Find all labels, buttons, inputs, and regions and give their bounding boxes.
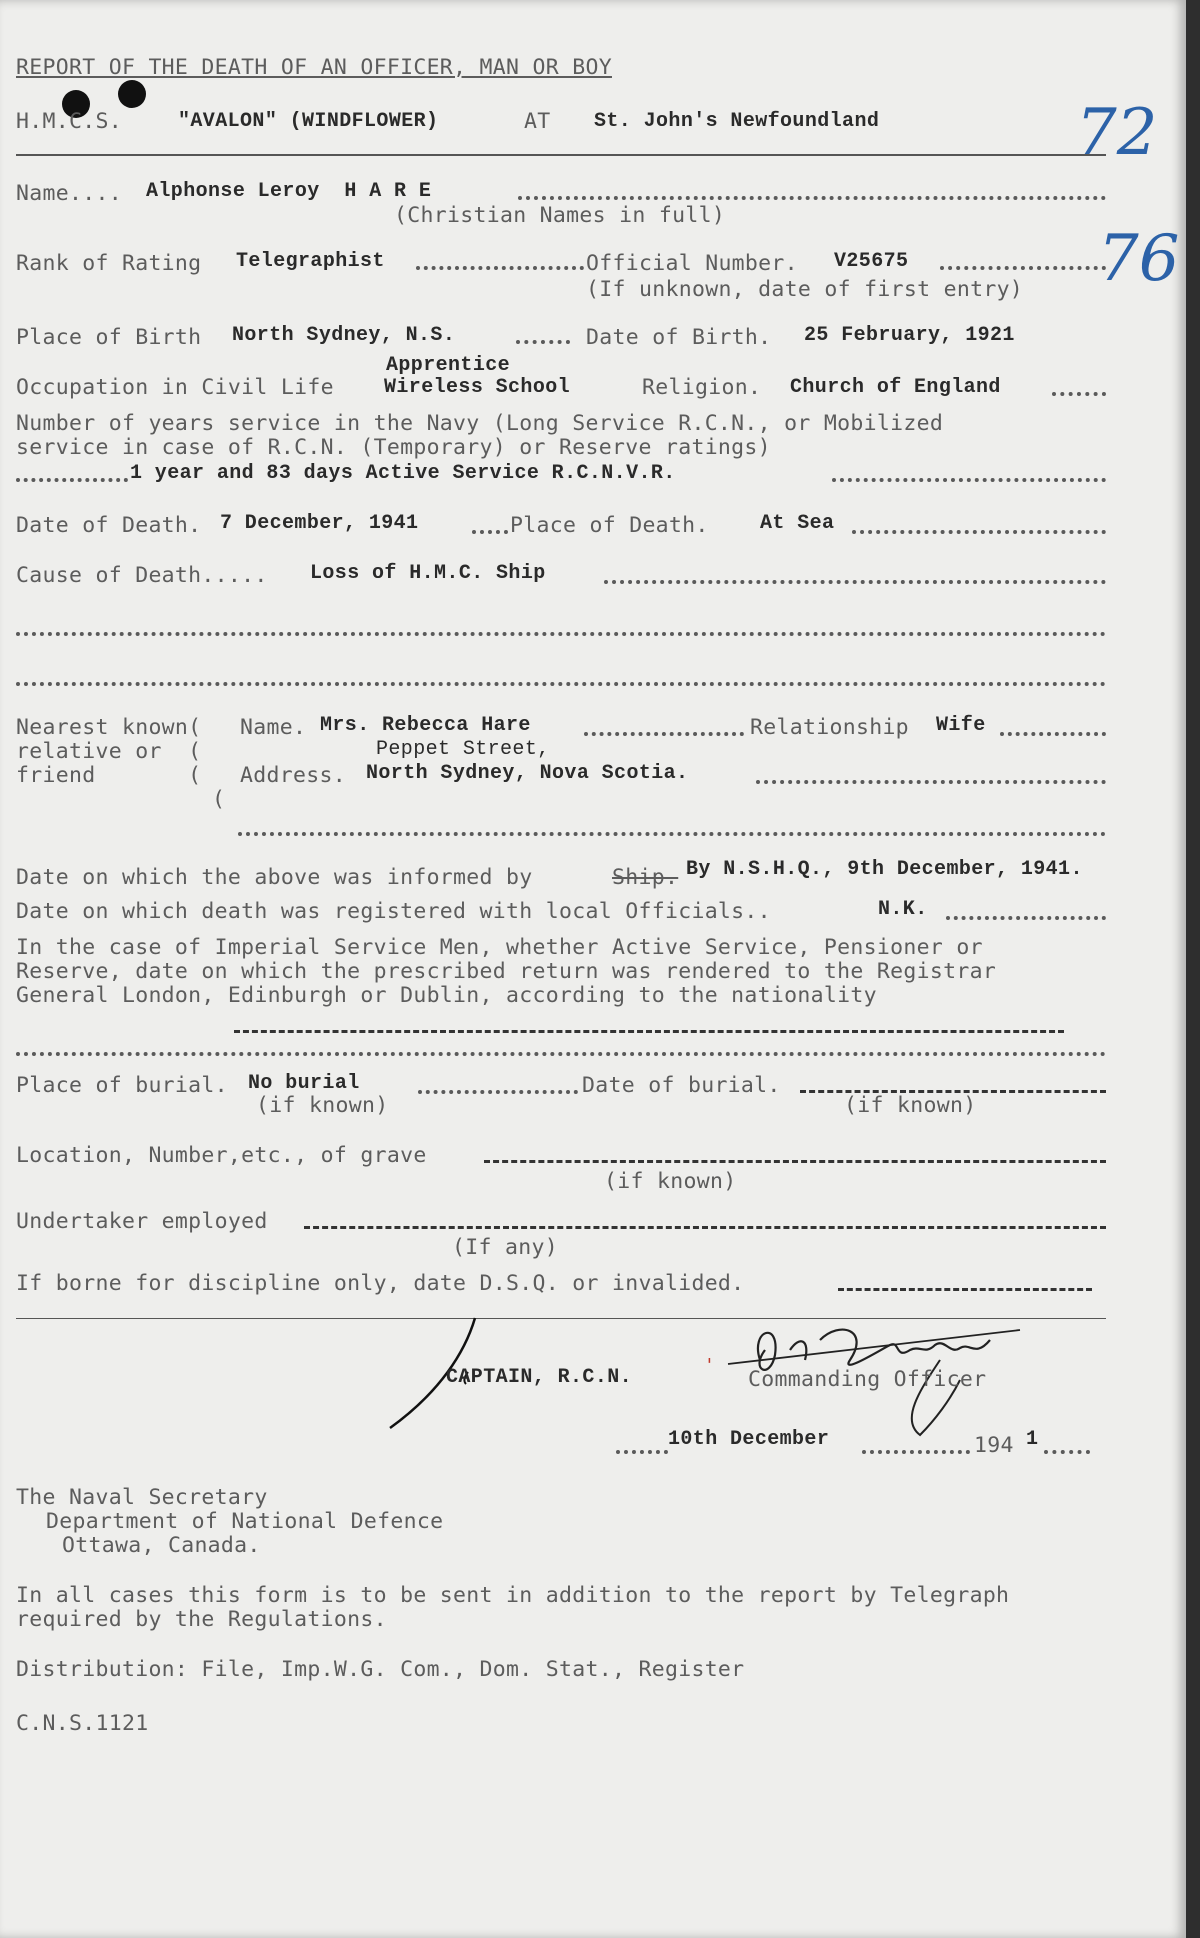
fill-line — [940, 266, 1106, 270]
relative-name-value: Mrs. Rebecca Hare — [320, 714, 531, 737]
death-date-value: 7 December, 1941 — [220, 512, 419, 535]
fill-line — [604, 580, 1106, 584]
form-number: C.N.S.1121 — [16, 1711, 149, 1736]
death-cause-value: Loss of H.M.C. Ship — [310, 562, 546, 585]
fill-line — [16, 478, 128, 482]
death-date-label: Date of Death. — [16, 513, 202, 538]
grave-label: Location, Number,etc., of grave — [16, 1143, 427, 1168]
rank-label: Rank of Rating — [16, 251, 202, 276]
page-edge-shadow — [1186, 0, 1200, 1938]
religion-value: Church of England — [790, 376, 1001, 399]
ship-location: St. John's Newfoundland — [594, 110, 880, 133]
fill-line — [756, 780, 1106, 784]
fill-line — [616, 1450, 668, 1454]
fill-line — [1000, 732, 1106, 736]
dash-fill — [838, 1288, 1092, 1291]
handwritten-number: 76 — [1098, 222, 1180, 296]
burial-date-hint: (if known) — [844, 1093, 977, 1118]
service-value: 1 year and 83 days Active Service R.C.N.V.R. — [130, 462, 676, 485]
imperial-line-3: General London, Edinburgh or Dublin, according to the nationality — [16, 983, 877, 1008]
imperial-line-1: In the case of Imperial Service Men, whether Active Service, Pensioner or — [16, 935, 983, 960]
relative-address-top: Peppet Street, — [376, 738, 550, 761]
informed-value: By N.S.H.Q., 9th December, 1941. — [686, 858, 1083, 881]
year-prefix: 194 — [974, 1433, 1014, 1458]
occupation-label: Occupation in Civil Life — [16, 375, 334, 400]
ship-name: "AVALON" (WINDFLOWER) — [178, 110, 439, 133]
burial-place-label: Place of burial. — [16, 1073, 228, 1098]
address-line-1: The Naval Secretary — [16, 1485, 268, 1510]
fill-line — [862, 1450, 970, 1454]
relative-label-3: friend ( — [16, 763, 202, 788]
fill-line — [1044, 1450, 1090, 1454]
fill-line — [852, 530, 1106, 534]
burial-place-value: No burial — [248, 1072, 360, 1095]
discipline-label: If borne for discipline only, date D.S.Q. or invalided. — [16, 1271, 745, 1296]
relative-label-1: Nearest known( — [16, 715, 202, 740]
relationship-label: Relationship — [750, 715, 909, 740]
fill-line — [584, 732, 744, 736]
informed-struck: Ship. — [612, 865, 679, 890]
death-place-label: Place of Death. — [510, 513, 709, 538]
occupation-value-top: Apprentice — [386, 354, 511, 377]
fill-line — [416, 266, 584, 270]
fill-line — [472, 530, 508, 534]
death-place-value: At Sea — [760, 512, 835, 535]
captain-rank: CAPTAIN, R.C.N. — [446, 1366, 633, 1389]
relative-address-value: North Sydney, Nova Scotia. — [366, 762, 689, 785]
relative-label-4: ( — [212, 787, 226, 812]
commanding-officer-title: Commanding Officer — [748, 1367, 987, 1392]
service-line-1: Number of years service in the Navy (Long Service R.C.N., or Mobilized — [16, 411, 944, 436]
registered-label: Date on which death was registered with local Officials.. — [16, 899, 771, 924]
address-line-2: Department of National Defence — [46, 1509, 444, 1534]
death-cause-label: Cause of Death..... — [16, 563, 268, 588]
year-digit: 1 — [1026, 1428, 1039, 1451]
punch-hole — [118, 80, 146, 108]
handwritten-number: 72 — [1076, 96, 1158, 170]
imperial-line-2: Reserve, date on which the prescribed return was rendered to the Registrar — [16, 959, 997, 984]
relative-label-2: relative or ( — [16, 739, 202, 764]
rank-value: Telegraphist — [236, 250, 385, 273]
relationship-value: Wife — [936, 714, 986, 737]
fill-line — [1052, 392, 1106, 396]
distribution: Distribution: File, Imp.W.G. Com., Dom. Stat., Register — [16, 1657, 745, 1682]
relative-address-label: Address. — [240, 763, 346, 788]
name-hint: (Christian Names in full) — [394, 203, 726, 228]
name-label: Name.... — [16, 181, 122, 206]
fill-line — [238, 832, 1106, 836]
at-label: AT — [524, 109, 551, 134]
fill-line — [946, 916, 1106, 920]
burial-place-hint: (if known) — [256, 1093, 389, 1118]
signed-date-value: 10th December — [668, 1428, 830, 1451]
service-line-2: service in case of R.C.N. (Temporary) or Reserve ratings) — [16, 435, 771, 460]
burial-date-label: Date of burial. — [582, 1073, 781, 1098]
relative-name-label: Name. — [240, 715, 307, 740]
fill-line — [418, 1090, 578, 1094]
header-rule — [16, 154, 1106, 156]
religion-label: Religion. — [642, 375, 762, 400]
dash-fill — [234, 1030, 1064, 1033]
undertaker-label: Undertaker employed — [16, 1209, 268, 1234]
fill-line — [516, 340, 570, 344]
birth-date-value: 25 February, 1921 — [804, 324, 1015, 347]
fill-line — [16, 682, 1106, 686]
undertaker-hint: (If any) — [452, 1235, 558, 1260]
occupation-value: Wireless School — [384, 376, 571, 399]
birth-date-label: Date of Birth. — [586, 325, 772, 350]
registered-value: N.K. — [878, 898, 928, 921]
red-mark: ' — [704, 1355, 716, 1376]
dash-fill — [484, 1160, 1106, 1163]
birth-place-label: Place of Birth — [16, 325, 202, 350]
grave-hint: (if known) — [604, 1169, 737, 1194]
informed-label: Date on which the above was informed by — [16, 865, 533, 890]
form-title: REPORT OF THE DEATH OF AN OFFICER, MAN OR BOY — [16, 55, 612, 80]
name-value: Alphonse Leroy H A R E — [146, 180, 432, 203]
fill-line — [832, 478, 1106, 482]
fill-line — [518, 196, 1106, 200]
birth-place-value: North Sydney, N.S. — [232, 324, 456, 347]
footer-note-2: required by the Regulations. — [16, 1607, 387, 1632]
official-number-hint: (If unknown, date of first entry) — [586, 277, 1024, 302]
hms-prefix: H.M.C.S. — [16, 109, 122, 134]
address-line-3: Ottawa, Canada. — [62, 1533, 261, 1558]
official-number-label: Official Number. — [586, 251, 798, 276]
footer-note-1: In all cases this form is to be sent in addition to the report by Telegraph — [16, 1583, 1010, 1608]
fill-line — [16, 1052, 1106, 1056]
fill-line — [16, 632, 1106, 636]
dash-fill — [304, 1226, 1106, 1229]
official-number-value: V25675 — [834, 250, 909, 273]
